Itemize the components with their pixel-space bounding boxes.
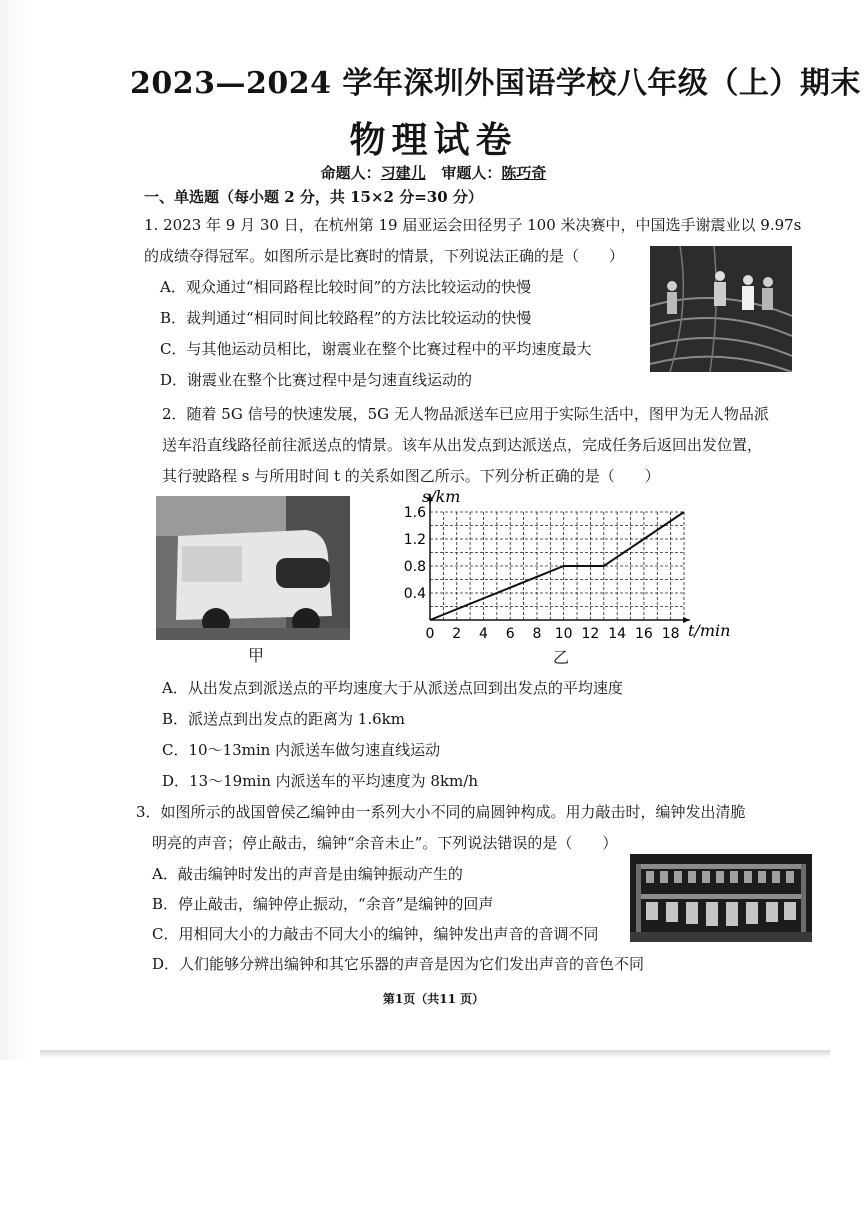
q2-option-a: A．从出发点到派送点的平均速度大于从派送点回到出发点的平均速度 [162,679,623,697]
q1-option-c: C．与其他运动员相比，谢震业在整个比赛过程中的平均速度最大 [160,340,592,358]
x-tick-label: 18 [661,626,680,642]
q2-stem-line1: 2．随着 5G 信号的快速发展，5G 无人物品派送车已应用于实际生活中，图甲为无人物品派 [162,405,769,423]
q2-stem-line2: 送车沿直线路径前往派送点的情景。该车从出发点到达派送点，完成任务后返回出发位置， [162,436,763,454]
q3-option-c: C．用相同大小的力敲击不同大小的编钟，编钟发出声音的音调不同 [152,925,599,943]
setter-name: 习建儿 [380,164,426,182]
caption-yi: 乙 [553,648,570,667]
setter-label: 命题人： [320,164,381,182]
y-tick-label: 1.2 [403,532,426,548]
x-tick-label: 12 [581,626,600,642]
q3-stem-line2: 明亮的声音；停止敲击，编钟“余音未止”。下列说法错误的是（ ） [152,834,618,852]
q2-stem-line3: 其行驶路程 s 与所用时间 t 的关系如图乙所示。下列分析正确的是（ ） [162,467,660,485]
x-tick-label: 2 [452,626,462,642]
x-tick-label: 4 [479,626,488,642]
q2-option-b: B．派送点到出发点的距离为 1.6km [162,710,405,728]
scan-edge [40,1050,830,1058]
y-tick-label: 1.6 [403,505,426,521]
q2-option-c: C．10～13min 内派送车做匀速直线运动 [162,741,441,759]
q2-option-d: D．13～19min 内派送车的平均速度为 8km/h [162,772,478,790]
q3-option-a: A．敲击编钟时发出的声音是由编钟振动产生的 [152,865,463,883]
caption-jia: 甲 [248,646,265,665]
q3-option-d: D．人们能够分辨出编钟和其它乐器的声音是因为它们发出声音的音色不同 [152,955,645,973]
race-photo [650,246,792,372]
s-t-chart [396,484,746,656]
q1-option-b: B．裁判通过“相同时间比较路程”的方法比较运动的快慢 [160,309,532,327]
y-tick-label: 0.8 [403,559,426,575]
y-axis-label: s/km [422,487,461,506]
x-tick-label: 10 [554,626,573,642]
x-tick-label: 6 [505,626,515,642]
q1-option-d: D．谢震业在整个比赛过程中是匀速直线运动的 [160,371,473,389]
section-heading: 一、单选题（每小题 2 分，共 15×2 分=30 分） [144,188,483,206]
reviewer-label: 审题人： [441,164,502,182]
delivery-vehicle-photo [156,496,350,640]
x-tick-label: 16 [634,626,653,642]
chart-axes [427,494,690,623]
page-number: 第1页（共11 页） [382,992,485,1006]
x-tick-label: 0 [425,626,435,642]
q1-stem-line2: 的成绩夺得冠军。如图所示是比赛时的情景，下列说法正确的是（ ） [144,247,625,265]
exam-title: 2023—2024 学年深圳外国语学校八年级（上）期末 [130,66,861,101]
q3-option-b: B．停止敲击，编钟停止振动，“余音”是编钟的回声 [152,895,494,913]
chime-bells-photo [630,854,812,942]
q3-stem-line1: 3．如图所示的战国曾侯乙编钟由一系列大小不同的扁圆钟构成。用力敲击时，编钟发出清脆 [136,803,746,821]
x-tick-label: 14 [608,626,627,642]
reviewer-name: 陈巧奇 [501,164,547,182]
x-tick-label: 8 [532,626,542,642]
q1-option-a: A．观众通过“相同路程比较时间”的方法比较运动的快慢 [160,278,532,296]
authors-line [0,162,867,183]
x-axis-label: t/min [688,621,731,640]
y-tick-label: 0.4 [403,586,426,602]
exam-subtitle: 物理试卷 [349,119,518,161]
q1-stem-line1: 1. 2023 年 9 月 30 日，在杭州第 19 届亚运会田径男子 100 米决赛中，中国选手谢震业以 9.97s [144,216,802,234]
